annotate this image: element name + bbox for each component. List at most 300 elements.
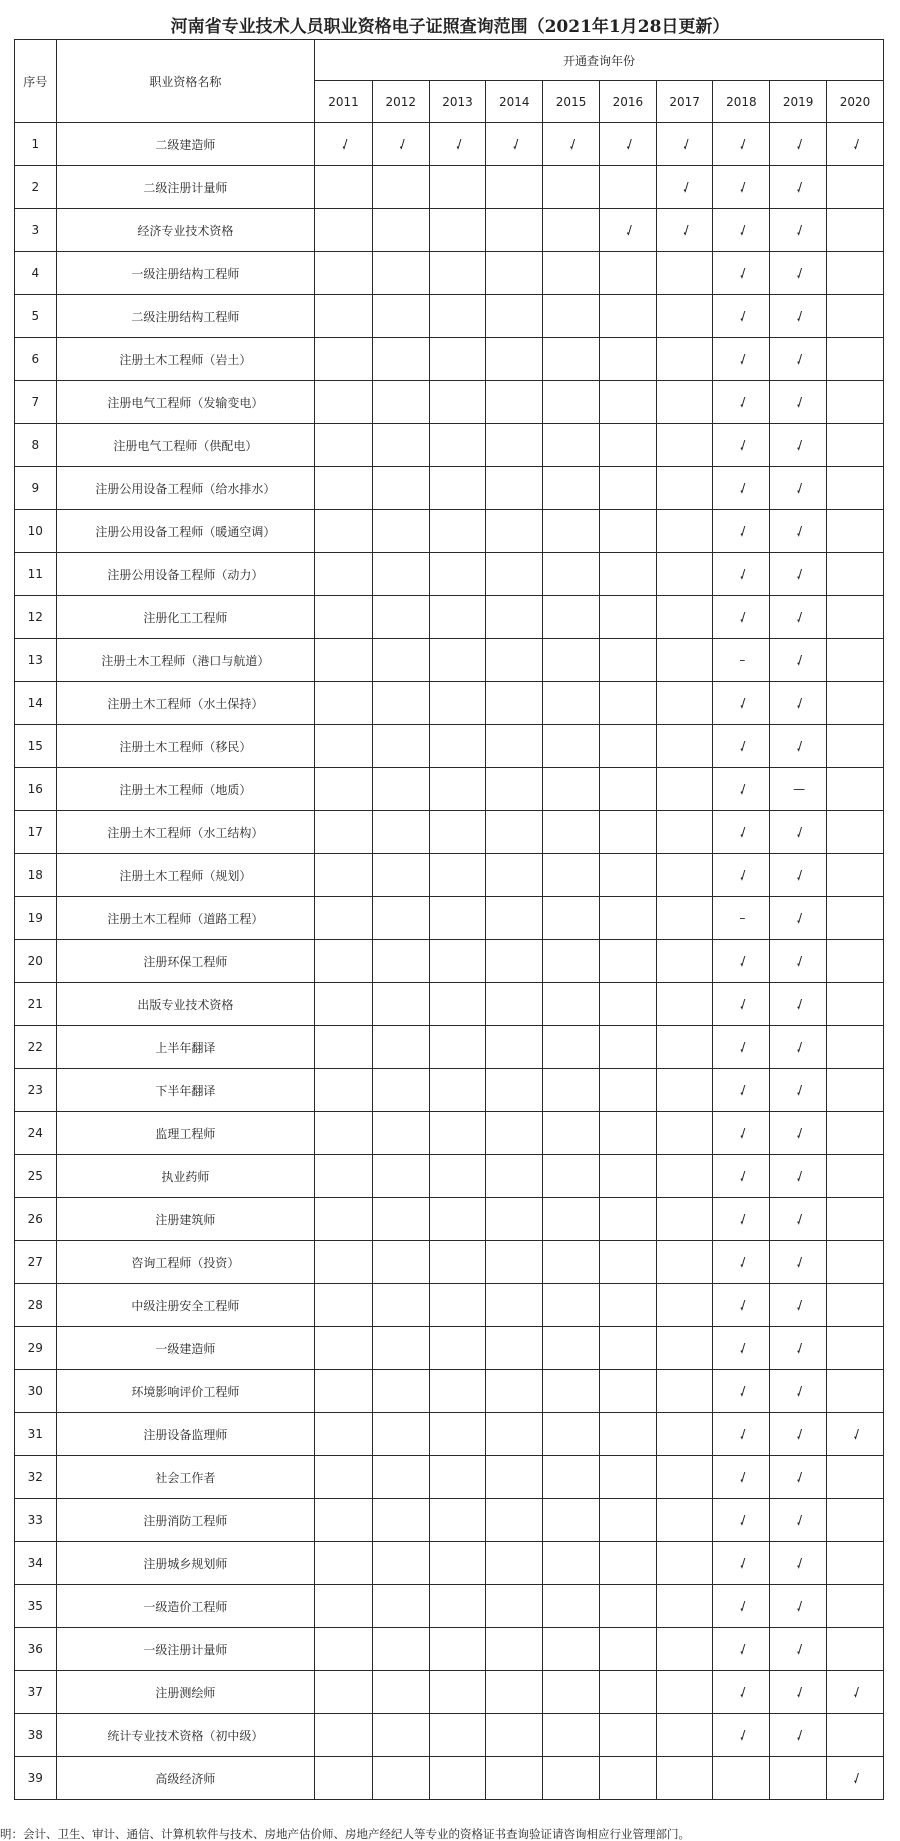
empty-cell bbox=[372, 1757, 429, 1800]
empty-cell bbox=[656, 424, 713, 467]
empty-cell bbox=[599, 510, 656, 553]
empty-cell bbox=[372, 1413, 429, 1456]
empty-cell bbox=[315, 1585, 373, 1628]
empty-cell bbox=[429, 1370, 486, 1413]
empty-cell bbox=[656, 811, 713, 854]
empty-cell bbox=[372, 1241, 429, 1284]
empty-cell bbox=[315, 209, 373, 252]
row-qualification-name: 注册土木工程师（规划） bbox=[56, 854, 315, 897]
empty-cell bbox=[543, 553, 600, 596]
row-qualification-name: 注册设备监理师 bbox=[56, 1413, 315, 1456]
empty-cell bbox=[827, 424, 884, 467]
table-row bbox=[15, 1241, 884, 1284]
check-mark-icon: ./ bbox=[713, 1499, 770, 1542]
empty-cell bbox=[543, 768, 600, 811]
table-row bbox=[15, 1714, 884, 1757]
row-seq: 16 bbox=[15, 768, 57, 811]
empty-cell bbox=[429, 682, 486, 725]
empty-cell bbox=[656, 1112, 713, 1155]
check-mark-icon: ./ bbox=[713, 1112, 770, 1155]
row-seq: 23 bbox=[15, 1069, 57, 1112]
table-row bbox=[15, 209, 884, 252]
empty-cell bbox=[315, 1757, 373, 1800]
empty-cell bbox=[827, 897, 884, 940]
empty-cell bbox=[543, 1714, 600, 1757]
row-qualification-name: 注册土木工程师（道路工程） bbox=[56, 897, 315, 940]
empty-cell bbox=[656, 725, 713, 768]
empty-cell bbox=[486, 338, 543, 381]
check-mark-icon: ./ bbox=[827, 1413, 884, 1456]
empty-cell bbox=[543, 209, 600, 252]
empty-cell bbox=[486, 1069, 543, 1112]
empty-cell bbox=[827, 1284, 884, 1327]
empty-cell bbox=[656, 1542, 713, 1585]
row-seq: 4 bbox=[15, 252, 57, 295]
empty-cell bbox=[372, 1370, 429, 1413]
check-mark-icon: ./ bbox=[827, 1757, 884, 1800]
empty-cell bbox=[656, 983, 713, 1026]
qualification-table bbox=[14, 39, 884, 1800]
empty-cell bbox=[372, 725, 429, 768]
empty-cell bbox=[429, 338, 486, 381]
empty-cell bbox=[599, 1542, 656, 1585]
row-qualification-name: 监理工程师 bbox=[56, 1112, 315, 1155]
empty-cell bbox=[486, 553, 543, 596]
empty-cell bbox=[543, 1069, 600, 1112]
empty-cell bbox=[827, 1069, 884, 1112]
row-qualification-name: 注册公用设备工程师（动力） bbox=[56, 553, 315, 596]
empty-cell bbox=[372, 553, 429, 596]
table-row bbox=[15, 1499, 884, 1542]
empty-cell bbox=[429, 295, 486, 338]
row-qualification-name: 注册电气工程师（供配电） bbox=[56, 424, 315, 467]
empty-cell bbox=[827, 467, 884, 510]
table-row bbox=[15, 510, 884, 553]
empty-cell bbox=[543, 639, 600, 682]
empty-cell bbox=[315, 295, 373, 338]
empty-cell bbox=[429, 1671, 486, 1714]
check-mark-icon: ./ bbox=[713, 166, 770, 209]
check-mark-icon: ./ bbox=[713, 1198, 770, 1241]
empty-cell bbox=[827, 682, 884, 725]
year-header-2016: 2016 bbox=[599, 81, 656, 123]
row-seq: 3 bbox=[15, 209, 57, 252]
table-row bbox=[15, 1327, 884, 1370]
check-mark-icon: ./ bbox=[656, 123, 713, 166]
empty-cell bbox=[429, 811, 486, 854]
table-row bbox=[15, 1585, 884, 1628]
year-header-2020: 2020 bbox=[827, 81, 884, 123]
check-mark-icon: ./ bbox=[713, 725, 770, 768]
empty-cell bbox=[486, 295, 543, 338]
footnote: 明：会计、卫生、审计、通信、计算机软件与技术、房地产估价师、房地产经纪人等专业的资格证书查询验证请咨询相应行业管理部门。 bbox=[0, 1827, 690, 1841]
empty-cell bbox=[429, 467, 486, 510]
empty-cell bbox=[315, 1671, 373, 1714]
empty-cell bbox=[599, 1327, 656, 1370]
empty-cell bbox=[656, 639, 713, 682]
check-mark-icon: ./ bbox=[486, 123, 543, 166]
empty-cell bbox=[543, 1671, 600, 1714]
table-row bbox=[15, 467, 884, 510]
check-mark-icon: ./ bbox=[599, 123, 656, 166]
empty-cell bbox=[429, 381, 486, 424]
row-seq: 22 bbox=[15, 1026, 57, 1069]
empty-cell bbox=[827, 1112, 884, 1155]
row-seq: 37 bbox=[15, 1671, 57, 1714]
table-row bbox=[15, 725, 884, 768]
empty-cell bbox=[486, 768, 543, 811]
table-row bbox=[15, 166, 884, 209]
empty-cell bbox=[599, 940, 656, 983]
row-qualification-name: 注册公用设备工程师（给水排水） bbox=[56, 467, 315, 510]
empty-cell bbox=[827, 1499, 884, 1542]
table-row bbox=[15, 252, 884, 295]
empty-cell bbox=[429, 940, 486, 983]
empty-cell bbox=[656, 1241, 713, 1284]
empty-cell bbox=[656, 467, 713, 510]
empty-cell bbox=[599, 854, 656, 897]
empty-cell bbox=[543, 1542, 600, 1585]
check-mark-icon: ./ bbox=[770, 1714, 827, 1757]
check-mark-icon: ./ bbox=[713, 424, 770, 467]
table-row bbox=[15, 424, 884, 467]
check-mark-icon: ./ bbox=[713, 1069, 770, 1112]
empty-cell bbox=[486, 596, 543, 639]
table-row bbox=[15, 682, 884, 725]
check-mark-icon: ./ bbox=[770, 424, 827, 467]
empty-cell bbox=[372, 252, 429, 295]
table-row bbox=[15, 1069, 884, 1112]
empty-cell bbox=[656, 1714, 713, 1757]
empty-cell bbox=[315, 166, 373, 209]
empty-cell bbox=[827, 1155, 884, 1198]
row-seq: 30 bbox=[15, 1370, 57, 1413]
empty-cell bbox=[770, 1757, 827, 1800]
table-row bbox=[15, 940, 884, 983]
check-mark-icon: ./ bbox=[656, 166, 713, 209]
empty-cell bbox=[543, 725, 600, 768]
empty-cell bbox=[656, 768, 713, 811]
empty-cell bbox=[429, 1456, 486, 1499]
check-mark-icon: ./ bbox=[770, 1112, 827, 1155]
empty-cell bbox=[486, 1370, 543, 1413]
empty-cell bbox=[656, 1327, 713, 1370]
empty-cell bbox=[827, 1585, 884, 1628]
empty-cell bbox=[656, 1499, 713, 1542]
empty-cell bbox=[827, 983, 884, 1026]
empty-cell bbox=[486, 1284, 543, 1327]
empty-cell bbox=[372, 1456, 429, 1499]
empty-cell bbox=[315, 1413, 373, 1456]
empty-cell bbox=[656, 1198, 713, 1241]
empty-cell bbox=[429, 1542, 486, 1585]
row-seq: 20 bbox=[15, 940, 57, 983]
row-qualification-name: 注册电气工程师（发输变电） bbox=[56, 381, 315, 424]
empty-cell bbox=[486, 940, 543, 983]
empty-cell bbox=[372, 381, 429, 424]
row-seq: 14 bbox=[15, 682, 57, 725]
dash-mark: – bbox=[713, 639, 770, 682]
row-qualification-name: 注册公用设备工程师（暖通空调） bbox=[56, 510, 315, 553]
empty-cell bbox=[599, 381, 656, 424]
empty-cell bbox=[486, 1026, 543, 1069]
check-mark-icon: ./ bbox=[770, 1456, 827, 1499]
empty-cell bbox=[656, 940, 713, 983]
empty-cell bbox=[315, 510, 373, 553]
table-row bbox=[15, 1757, 884, 1800]
check-mark-icon: ./ bbox=[713, 338, 770, 381]
empty-cell bbox=[543, 381, 600, 424]
empty-cell bbox=[429, 768, 486, 811]
check-mark-icon: ./ bbox=[713, 1542, 770, 1585]
table-row bbox=[15, 1370, 884, 1413]
empty-cell bbox=[486, 682, 543, 725]
row-seq: 21 bbox=[15, 983, 57, 1026]
check-mark-icon: ./ bbox=[713, 1370, 770, 1413]
empty-cell bbox=[656, 510, 713, 553]
check-mark-icon: ./ bbox=[770, 1198, 827, 1241]
empty-cell bbox=[599, 1026, 656, 1069]
row-qualification-name: 一级注册计量师 bbox=[56, 1628, 315, 1671]
empty-cell bbox=[827, 1542, 884, 1585]
dash-mark: – bbox=[713, 897, 770, 940]
check-mark-icon: ./ bbox=[770, 338, 827, 381]
empty-cell bbox=[656, 682, 713, 725]
empty-cell bbox=[429, 1628, 486, 1671]
row-qualification-name: 统计专业技术资格（初中级） bbox=[56, 1714, 315, 1757]
empty-cell bbox=[429, 424, 486, 467]
empty-cell bbox=[656, 1069, 713, 1112]
row-seq: 25 bbox=[15, 1155, 57, 1198]
header-name: 职业资格名称 bbox=[56, 40, 315, 123]
check-mark-icon: ./ bbox=[713, 381, 770, 424]
check-mark-icon: ./ bbox=[713, 682, 770, 725]
empty-cell bbox=[486, 1456, 543, 1499]
empty-cell bbox=[599, 1628, 656, 1671]
table-row bbox=[15, 1628, 884, 1671]
table-row bbox=[15, 1413, 884, 1456]
table-row bbox=[15, 1284, 884, 1327]
empty-cell bbox=[486, 252, 543, 295]
empty-cell bbox=[315, 1284, 373, 1327]
empty-cell bbox=[656, 1284, 713, 1327]
check-mark-icon: ./ bbox=[770, 252, 827, 295]
empty-cell bbox=[429, 1026, 486, 1069]
check-mark-icon: ./ bbox=[770, 1284, 827, 1327]
empty-cell bbox=[827, 596, 884, 639]
row-seq: 36 bbox=[15, 1628, 57, 1671]
row-qualification-name: 注册土木工程师（水工结构） bbox=[56, 811, 315, 854]
empty-cell bbox=[429, 596, 486, 639]
check-mark-icon: ./ bbox=[713, 596, 770, 639]
empty-cell bbox=[372, 1628, 429, 1671]
empty-cell bbox=[543, 1026, 600, 1069]
empty-cell bbox=[543, 1284, 600, 1327]
year-header-2012: 2012 bbox=[372, 81, 429, 123]
empty-cell bbox=[827, 940, 884, 983]
empty-cell bbox=[372, 682, 429, 725]
year-header-2013: 2013 bbox=[429, 81, 486, 123]
empty-cell bbox=[372, 1284, 429, 1327]
empty-cell bbox=[486, 1585, 543, 1628]
check-mark-icon: ./ bbox=[770, 897, 827, 940]
empty-cell bbox=[315, 1069, 373, 1112]
empty-cell bbox=[486, 1327, 543, 1370]
empty-cell bbox=[486, 1112, 543, 1155]
empty-cell bbox=[429, 983, 486, 1026]
empty-cell bbox=[599, 1370, 656, 1413]
check-mark-icon: ./ bbox=[770, 811, 827, 854]
table-row bbox=[15, 553, 884, 596]
year-header-2011: 2011 bbox=[315, 81, 373, 123]
empty-cell bbox=[315, 1370, 373, 1413]
empty-cell bbox=[599, 1413, 656, 1456]
empty-cell bbox=[315, 940, 373, 983]
empty-cell bbox=[429, 1327, 486, 1370]
empty-cell bbox=[656, 338, 713, 381]
empty-cell bbox=[543, 424, 600, 467]
check-mark-icon: ./ bbox=[713, 553, 770, 596]
empty-cell bbox=[599, 1112, 656, 1155]
row-qualification-name: 注册土木工程师（水土保持） bbox=[56, 682, 315, 725]
check-mark-icon: ./ bbox=[770, 682, 827, 725]
row-qualification-name: 执业药师 bbox=[56, 1155, 315, 1198]
empty-cell bbox=[827, 768, 884, 811]
row-seq: 38 bbox=[15, 1714, 57, 1757]
empty-cell bbox=[315, 381, 373, 424]
empty-cell bbox=[599, 467, 656, 510]
check-mark-icon: ./ bbox=[713, 811, 770, 854]
check-mark-icon: ./ bbox=[770, 166, 827, 209]
check-mark-icon: ./ bbox=[770, 1069, 827, 1112]
check-mark-icon: ./ bbox=[770, 1155, 827, 1198]
empty-cell bbox=[372, 854, 429, 897]
check-mark-icon: ./ bbox=[770, 510, 827, 553]
empty-cell bbox=[827, 1198, 884, 1241]
empty-cell bbox=[543, 166, 600, 209]
check-mark-icon: ./ bbox=[770, 209, 827, 252]
empty-cell bbox=[486, 811, 543, 854]
empty-cell bbox=[486, 1628, 543, 1671]
check-mark-icon: ./ bbox=[713, 1585, 770, 1628]
empty-cell bbox=[599, 553, 656, 596]
empty-cell bbox=[372, 295, 429, 338]
empty-cell bbox=[315, 1499, 373, 1542]
row-qualification-name: 一级造价工程师 bbox=[56, 1585, 315, 1628]
empty-cell bbox=[656, 1671, 713, 1714]
row-seq: 8 bbox=[15, 424, 57, 467]
check-mark-icon: ./ bbox=[827, 1671, 884, 1714]
row-qualification-name: 注册土木工程师（移民） bbox=[56, 725, 315, 768]
empty-cell bbox=[429, 553, 486, 596]
empty-cell bbox=[372, 596, 429, 639]
row-seq: 31 bbox=[15, 1413, 57, 1456]
empty-cell bbox=[486, 1714, 543, 1757]
empty-cell bbox=[599, 295, 656, 338]
empty-cell bbox=[372, 1112, 429, 1155]
check-mark-icon: ./ bbox=[713, 1413, 770, 1456]
empty-cell bbox=[543, 897, 600, 940]
check-mark-icon: ./ bbox=[543, 123, 600, 166]
empty-cell bbox=[599, 1757, 656, 1800]
row-qualification-name: 高级经济师 bbox=[56, 1757, 315, 1800]
check-mark-icon: ./ bbox=[770, 1499, 827, 1542]
empty-cell bbox=[372, 1155, 429, 1198]
empty-cell bbox=[486, 1671, 543, 1714]
empty-cell bbox=[372, 768, 429, 811]
empty-cell bbox=[656, 1413, 713, 1456]
empty-cell bbox=[372, 1714, 429, 1757]
empty-cell bbox=[315, 897, 373, 940]
empty-cell bbox=[543, 1370, 600, 1413]
empty-cell bbox=[599, 811, 656, 854]
empty-cell bbox=[656, 1026, 713, 1069]
row-qualification-name: 下半年翻译 bbox=[56, 1069, 315, 1112]
empty-cell bbox=[372, 639, 429, 682]
empty-cell bbox=[486, 424, 543, 467]
year-header-2017: 2017 bbox=[656, 81, 713, 123]
empty-cell bbox=[656, 295, 713, 338]
empty-cell bbox=[486, 983, 543, 1026]
dash-mark: — bbox=[770, 768, 827, 811]
check-mark-icon: ./ bbox=[770, 1241, 827, 1284]
row-qualification-name: 出版专业技术资格 bbox=[56, 983, 315, 1026]
row-seq: 19 bbox=[15, 897, 57, 940]
row-seq: 18 bbox=[15, 854, 57, 897]
check-mark-icon: ./ bbox=[770, 1671, 827, 1714]
empty-cell bbox=[315, 983, 373, 1026]
check-mark-icon: ./ bbox=[713, 467, 770, 510]
empty-cell bbox=[372, 1069, 429, 1112]
year-header-2014: 2014 bbox=[486, 81, 543, 123]
check-mark-icon: ./ bbox=[770, 940, 827, 983]
empty-cell bbox=[315, 338, 373, 381]
empty-cell bbox=[315, 424, 373, 467]
empty-cell bbox=[543, 854, 600, 897]
empty-cell bbox=[543, 811, 600, 854]
empty-cell bbox=[656, 1628, 713, 1671]
empty-cell bbox=[599, 897, 656, 940]
check-mark-icon: ./ bbox=[656, 209, 713, 252]
empty-cell bbox=[543, 1327, 600, 1370]
row-seq: 35 bbox=[15, 1585, 57, 1628]
row-qualification-name: 社会工作者 bbox=[56, 1456, 315, 1499]
table-row bbox=[15, 596, 884, 639]
row-seq: 32 bbox=[15, 1456, 57, 1499]
empty-cell bbox=[372, 983, 429, 1026]
empty-cell bbox=[486, 209, 543, 252]
empty-cell bbox=[486, 639, 543, 682]
check-mark-icon: ./ bbox=[770, 725, 827, 768]
empty-cell bbox=[372, 209, 429, 252]
empty-cell bbox=[599, 639, 656, 682]
check-mark-icon: ./ bbox=[770, 1026, 827, 1069]
empty-cell bbox=[599, 1069, 656, 1112]
table-row bbox=[15, 639, 884, 682]
row-seq: 29 bbox=[15, 1327, 57, 1370]
empty-cell bbox=[315, 1542, 373, 1585]
empty-cell bbox=[599, 725, 656, 768]
row-seq: 11 bbox=[15, 553, 57, 596]
empty-cell bbox=[372, 166, 429, 209]
row-qualification-name: 注册土木工程师（岩土） bbox=[56, 338, 315, 381]
row-qualification-name: 注册消防工程师 bbox=[56, 1499, 315, 1542]
empty-cell bbox=[429, 166, 486, 209]
check-mark-icon: ./ bbox=[713, 295, 770, 338]
empty-cell bbox=[315, 639, 373, 682]
check-mark-icon: ./ bbox=[713, 1284, 770, 1327]
empty-cell bbox=[315, 1155, 373, 1198]
